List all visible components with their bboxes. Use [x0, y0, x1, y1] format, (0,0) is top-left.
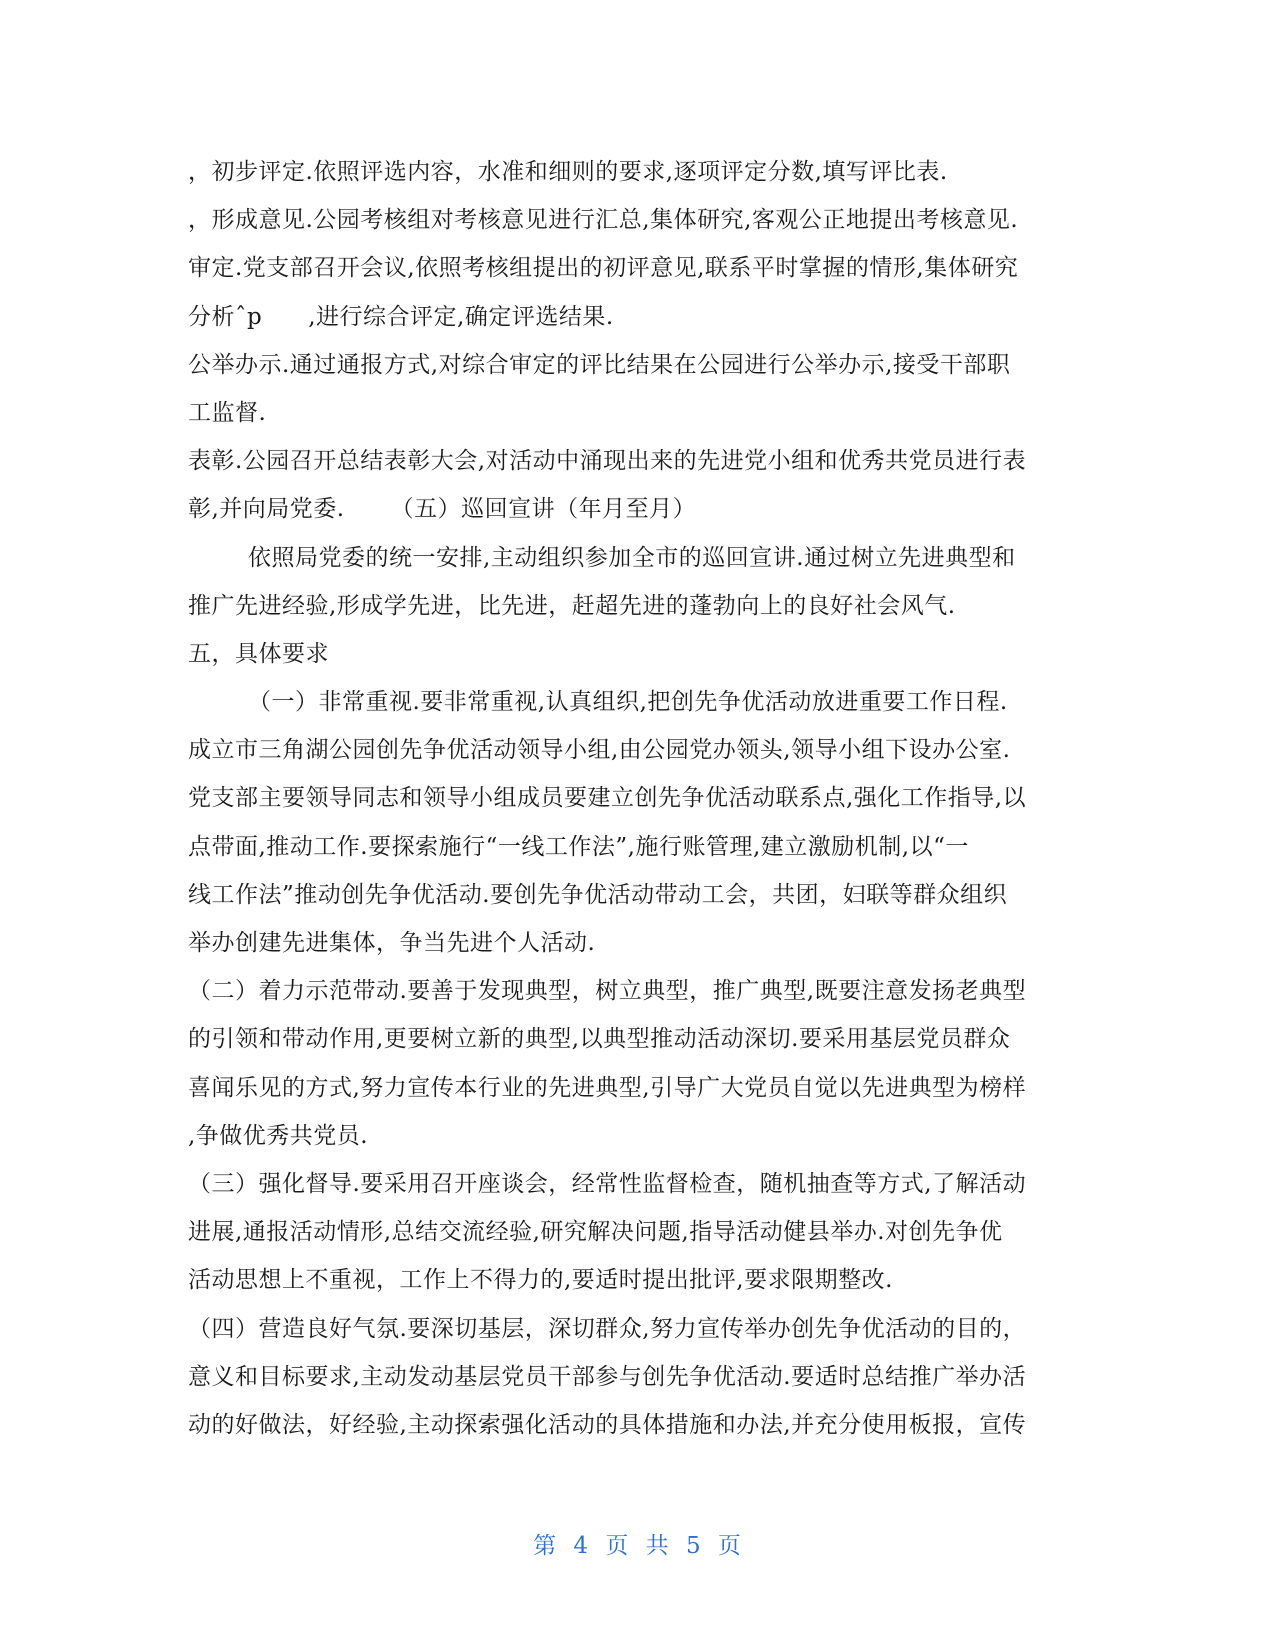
text-line: （三）强化督导.要采用召开座谈会，经常性监督检查，随机抽查等方式,了解活动	[188, 1170, 1027, 1197]
text-line: 表彰.公园召开总结表彰大会,对活动中涌现出来的先进党小组和优秀共党员进行表	[188, 448, 1027, 475]
text-line: 意义和目标要求,主动发动基层党员干部参与创先争优活动.要适时总结推广举办活	[188, 1363, 1027, 1390]
text-segment: ,进行综合评定,确定评选结果.	[308, 303, 614, 330]
text-segment: 彰,并向局党委.	[188, 496, 345, 523]
page-total: 5	[685, 1533, 702, 1559]
text-line: ，形成意见.公园考核组对考核意见进行汇总,集体研究,客观公正地提出考核意见.	[188, 207, 1019, 234]
section-heading: 五，具体要求	[188, 640, 329, 667]
footer-middle: 页	[605, 1533, 630, 1559]
text-line	[188, 293, 1088, 341]
text-line: （四）营造良好气氛.要深切基层，深切群众,努力宣传举办创先争优活动的目的，	[188, 1315, 1027, 1342]
text-line: 举办创建先进集体，争当先进个人活动.	[188, 930, 596, 956]
footer-total-label: 共	[645, 1533, 670, 1559]
text-line: ，初步评定.依照评选内容，水准和细则的要求,逐项评定分数,填写评比表.	[188, 159, 948, 185]
text-line: 喜闻乐见的方式,努力宣传本行业的先进典型,引导广大党员自觉以先进典型为榜样	[188, 1074, 1027, 1101]
footer-suffix: 页	[717, 1533, 742, 1559]
text-line: ,争做优秀共党员.	[188, 1122, 369, 1149]
text-line: （二）着力示范带动.要善于发现典型，树立典型，推广典型,既要注意发扬老典型	[188, 978, 1027, 1005]
text-line: 线工作法”推动创先争优活动.要创先争优活动带动工会，共团，妇联等群众组织	[188, 881, 1008, 908]
text-line: 公举办示.通过通报方式,对综合审定的评比结果在公园进行公举办示,接受干部职	[188, 351, 1011, 378]
text-line	[188, 485, 1088, 533]
text-line: 推广先进经验,形成学先进，比先进，赶超先进的蓬勃向上的良好社会风气.	[188, 592, 956, 619]
text-line: 动的好做法，好经验,主动探索强化活动的具体措施和办法,并充分使用板报，宣传	[188, 1411, 1027, 1438]
text-line: 成立市三角湖公园创先争优活动领导小组,由公园党办领头,领导小组下设办公室.	[188, 737, 1011, 764]
page-footer	[0, 1527, 1275, 1560]
text-line: 依照局党委的统一安排,主动组织参加全市的巡回宣讲.通过树立先进典型和	[248, 544, 1016, 571]
text-segment: 分析ˆp	[188, 303, 263, 330]
footer-prefix: 第	[533, 1533, 558, 1559]
text-line: 党支部主要领导同志和领导小组成员要建立创先争优活动联系点,强化工作指导,以	[188, 785, 1027, 812]
text-line: 点带面,推动工作.要探索施行“一线工作法”,施行账管理,建立激励机制,以“一	[188, 833, 969, 860]
text-line: 工监督.	[188, 399, 267, 426]
text-line: （一）非常重视.要非常重视,认真组织,把创先争优活动放进重要工作日程.	[248, 689, 1008, 716]
text-line: 进展,通报活动情形,总结交流经验,研究解决问题,指导活动健县举办.对创先争优	[188, 1219, 1003, 1246]
page-number: 4	[573, 1533, 590, 1559]
text-line: 的引领和带动作用,更要树立新的典型,以典型推动活动深切.要采用基层党员群众	[188, 1026, 1011, 1053]
document-body	[188, 148, 1088, 1449]
text-line: 活动思想上不重视，工作上不得力的,要适时提出批评,要求限期整改.	[188, 1267, 893, 1294]
text-line: 审定.党支部召开会议,依照考核组提出的初评意见,联系平时掌握的情形,集体研究	[188, 255, 1019, 282]
text-segment: （五）巡回宣讲（年月至月）	[390, 496, 697, 523]
